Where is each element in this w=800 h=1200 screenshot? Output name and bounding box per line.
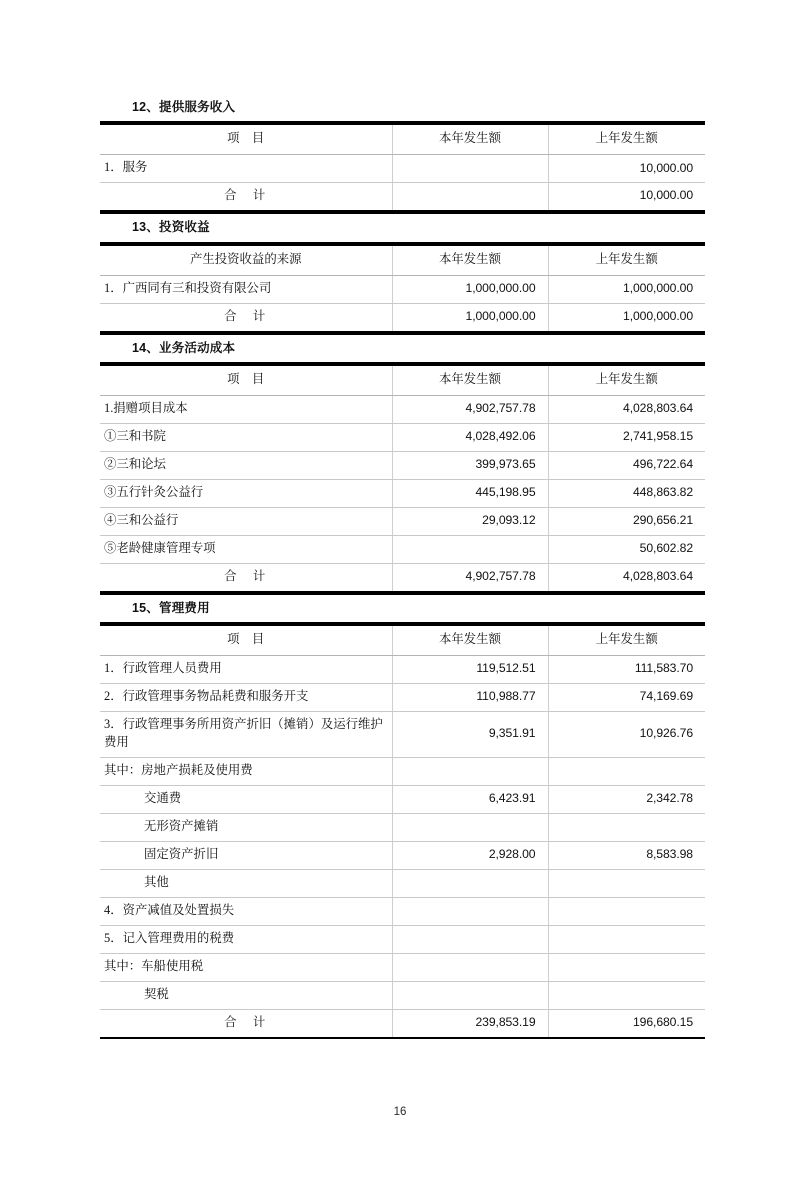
section-title: 14、业务活动成本: [100, 333, 705, 364]
table-row: [100, 926, 705, 954]
row-current-year-value: 29,093.12: [392, 507, 548, 535]
row-current-year-value: 239,853.19: [392, 1010, 548, 1037]
row-item-label: 无形资产摊销: [100, 814, 392, 842]
note-section: [100, 593, 705, 1039]
row-total-label: 合 计: [224, 568, 268, 583]
table-row: [100, 507, 705, 535]
row-current-year-value: 4,028,492.06: [392, 424, 548, 452]
table-row: [100, 814, 705, 842]
column-header-current-year: 本年发生额: [392, 365, 548, 395]
row-previous-year-value: 8,583.98: [548, 842, 705, 870]
row-current-year-value: [392, 183, 548, 210]
row-previous-year-value: 2,741,958.15: [548, 424, 705, 452]
row-previous-year-value: 2,342.78: [548, 786, 705, 814]
column-header-item: 产生投资收益的来源: [100, 245, 392, 275]
row-item-label: 1．广西同有三和投资有限公司: [100, 275, 392, 303]
row-previous-year-value: 196,680.15: [548, 1010, 705, 1037]
row-previous-year-value: 4,028,803.64: [548, 396, 705, 424]
row-item-label: 交通费: [100, 786, 392, 814]
table-row: [100, 870, 705, 898]
row-previous-year-value: [548, 814, 705, 842]
section-title: 12、提供服务收入: [100, 100, 705, 123]
table-row: [100, 275, 705, 303]
row-current-year-value: [392, 926, 548, 954]
row-item-label: 其他: [100, 870, 392, 898]
row-current-year-value: 399,973.65: [392, 451, 548, 479]
section-table: [100, 123, 705, 210]
table-header-row: [100, 245, 705, 275]
row-item-label: 1．行政管理人员费用: [100, 656, 392, 684]
note-section: [100, 212, 705, 332]
row-current-year-value: [392, 898, 548, 926]
section-table-wrapper: [100, 123, 705, 212]
table-row: [100, 183, 705, 210]
column-header-previous-year: 上年发生额: [548, 245, 705, 275]
table-row: [100, 1010, 705, 1037]
table-row: [100, 535, 705, 563]
table-row: [100, 786, 705, 814]
row-previous-year-value: [548, 926, 705, 954]
row-item-label: 5．记入管理费用的税费: [100, 926, 392, 954]
table-row: [100, 712, 705, 758]
row-item-label: 2．行政管理事务物品耗费和服务开支: [100, 684, 392, 712]
section-title: 15、管理费用: [100, 593, 705, 624]
table-header-row: [100, 124, 705, 154]
column-header-item: 项 目: [100, 124, 392, 154]
row-item-label: ⑤老龄健康管理专项: [100, 535, 392, 563]
table-row: [100, 303, 705, 330]
row-current-year-value: [392, 814, 548, 842]
row-current-year-value: 1,000,000.00: [392, 303, 548, 330]
column-header-current-year: 本年发生额: [392, 625, 548, 655]
row-previous-year-value: [548, 870, 705, 898]
column-header-item: 项 目: [100, 625, 392, 655]
row-item-label: 1．服务: [100, 155, 392, 183]
table-header-row: [100, 625, 705, 655]
table-row: [100, 424, 705, 452]
row-previous-year-value: [548, 954, 705, 982]
row-previous-year-value: [548, 898, 705, 926]
row-item-label: ③五行针灸公益行: [100, 479, 392, 507]
row-item-label: 其中：房地产损耗及使用费: [100, 758, 392, 786]
column-header-previous-year: 上年发生额: [548, 365, 705, 395]
column-header-previous-year: 上年发生额: [548, 625, 705, 655]
section-table: [100, 624, 705, 1037]
row-item-label: 4．资产减值及处置损失: [100, 898, 392, 926]
note-section: [100, 100, 705, 212]
row-item-label: 契税: [100, 982, 392, 1010]
row-current-year-value: 9,351.91: [392, 712, 548, 758]
financial-statement-notes: [100, 100, 705, 1039]
note-section: [100, 333, 705, 593]
row-previous-year-value: 10,926.76: [548, 712, 705, 758]
row-item-label: 其中：车船使用税: [100, 954, 392, 982]
table-row: [100, 451, 705, 479]
column-header-current-year: 本年发生额: [392, 124, 548, 154]
row-current-year-value: 2,928.00: [392, 842, 548, 870]
row-previous-year-value: 111,583.70: [548, 656, 705, 684]
row-current-year-value: [392, 954, 548, 982]
row-item-label: ①三和书院: [100, 424, 392, 452]
row-item-label: ④三和公益行: [100, 507, 392, 535]
row-current-year-value: [392, 535, 548, 563]
row-previous-year-value: 74,169.69: [548, 684, 705, 712]
row-current-year-value: [392, 758, 548, 786]
section-title: 13、投资收益: [100, 212, 705, 243]
row-previous-year-value: [548, 982, 705, 1010]
row-current-year-value: [392, 870, 548, 898]
page-number: 16: [393, 1106, 407, 1118]
table-row: [100, 954, 705, 982]
row-previous-year-value: 4,028,803.64: [548, 563, 705, 590]
table-row: [100, 396, 705, 424]
row-current-year-value: 4,902,757.78: [392, 396, 548, 424]
table-row: [100, 479, 705, 507]
column-header-previous-year: 上年发生额: [548, 124, 705, 154]
row-previous-year-value: 10,000.00: [548, 155, 705, 183]
row-previous-year-value: 1,000,000.00: [548, 275, 705, 303]
table-row: [100, 898, 705, 926]
section-table: [100, 244, 705, 331]
row-current-year-value: 1,000,000.00: [392, 275, 548, 303]
row-item-label: 固定资产折旧: [100, 842, 392, 870]
row-previous-year-value: 448,863.82: [548, 479, 705, 507]
row-current-year-value: 6,423.91: [392, 786, 548, 814]
section-table-wrapper: [100, 244, 705, 333]
table-row: [100, 982, 705, 1010]
row-item-label: ②三和论坛: [100, 451, 392, 479]
row-current-year-value: [392, 982, 548, 1010]
row-previous-year-value: 10,000.00: [548, 183, 705, 210]
row-previous-year-value: 1,000,000.00: [548, 303, 705, 330]
table-row: [100, 656, 705, 684]
section-table-wrapper: [100, 624, 705, 1039]
row-previous-year-value: 50,602.82: [548, 535, 705, 563]
row-current-year-value: 4,902,757.78: [392, 563, 548, 590]
table-header-row: [100, 365, 705, 395]
column-header-item: 项 目: [100, 365, 392, 395]
row-item-label: 3．行政管理事务所用资产折旧（摊销）及运行维护费用: [100, 712, 392, 758]
table-row: [100, 155, 705, 183]
row-current-year-value: 119,512.51: [392, 656, 548, 684]
section-table-wrapper: [100, 364, 705, 593]
table-row: [100, 758, 705, 786]
row-previous-year-value: 496,722.64: [548, 451, 705, 479]
table-row: [100, 684, 705, 712]
row-current-year-value: 445,198.95: [392, 479, 548, 507]
row-total-label: 合 计: [224, 188, 268, 203]
table-row: [100, 563, 705, 590]
row-previous-year-value: 290,656.21: [548, 507, 705, 535]
row-current-year-value: [392, 155, 548, 183]
section-table: [100, 364, 705, 591]
table-row: [100, 842, 705, 870]
row-total-label: 合 计: [224, 1015, 268, 1030]
row-previous-year-value: [548, 758, 705, 786]
row-item-label: 1.捐赠项目成本: [100, 396, 392, 424]
row-total-label: 合 计: [224, 308, 268, 323]
column-header-current-year: 本年发生额: [392, 245, 548, 275]
row-current-year-value: 110,988.77: [392, 684, 548, 712]
